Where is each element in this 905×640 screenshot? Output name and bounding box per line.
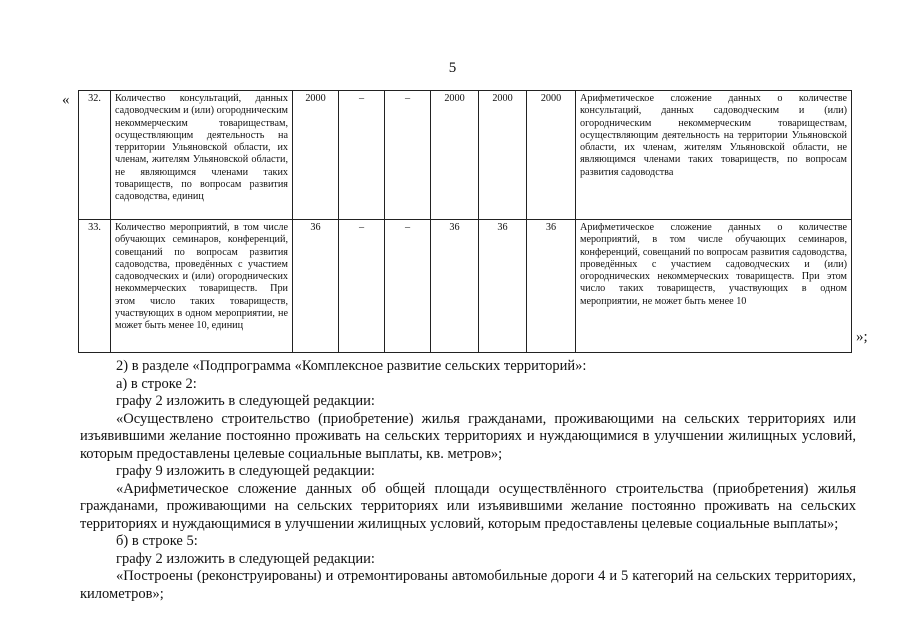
paragraph: «Построены (реконструированы) и отремонтированы автомобильные дороги 4 и 5 категорий на сельских территориях, километров»; xyxy=(80,568,856,602)
table-row xyxy=(79,91,852,220)
value-cell: 2000 xyxy=(479,91,527,220)
value-cell: – xyxy=(385,91,431,220)
paragraph: а) в строке 2: xyxy=(116,375,197,392)
opening-quote: « xyxy=(62,92,70,108)
value-cell: 36 xyxy=(479,220,527,353)
row-number: 32. xyxy=(79,91,111,220)
value-cell: 2000 xyxy=(293,91,339,220)
paragraph: «Арифметическое сложение данных об общей площади осуществлённого строительства (приобретения) жилья гражданами, проживающими на сельских территориях или изъявившими желание постоянно проживать на сельских территориях и нуждающимися в улучшении жилищных условий, которым предоставлены целевые социальные выплаты»; xyxy=(80,480,856,532)
paragraph: графу 9 изложить в следующей редакции: xyxy=(116,463,375,479)
paragraph: графу 2 изложить в следующей редакции: xyxy=(116,550,375,567)
document-body xyxy=(80,358,856,603)
paragraph: «Осуществлено строительство (приобретение) жилья гражданами, проживающими на сельских территориях или изъявившими желание постоянно проживать на сельских территориях и нуждающимися в улучшении жилищных условий, которым предоставлены целевые социальные выплаты, кв. метров»; xyxy=(80,410,856,462)
paragraph: графу 2 изложить в следующей редакции: xyxy=(116,393,375,409)
value-cell: – xyxy=(339,91,385,220)
value-cell: 2000 xyxy=(431,91,479,220)
value-cell: 2000 xyxy=(527,91,576,220)
indicator-name: Количество мероприятий, в том числе обучающих семинаров, конференций, совещаний по вопросам развития садоводства, проведённых с участием садоводческих и (или) огороднических некоммерческих товариществ. При этом число таких товариществ, участвующих в одном мероприятии, не может быть менее 10, единиц xyxy=(111,220,293,353)
paragraph: 2) в разделе «Подпрограмма «Комплексное развитие сельских территорий»: xyxy=(116,358,587,374)
paragraph: б) в строке 5: xyxy=(116,533,198,549)
value-cell: – xyxy=(385,220,431,353)
indicators-table xyxy=(78,90,852,353)
closing-quote: »; xyxy=(856,329,868,345)
calculation-method: Арифметическое сложение данных о количестве консультаций, данных садоводческим и (или) огородническим некоммерческим товариществам, осуществляющим деятельность на территории Ульяновской области, их членам, жителям Ульяновской области, не являющимся членами таких товариществ, по вопросам развития садоводства xyxy=(576,91,852,220)
value-cell: 36 xyxy=(293,220,339,353)
indicator-name: Количество консультаций, данных садоводческим и (или) огородническим некоммерческим товариществам, осуществляющим деятельность на территории Ульяновской области, их членам, жителям Ульяновской области, не являющимся членами таких товариществ, по вопросам развития садоводства, единиц xyxy=(111,91,293,220)
value-cell: 36 xyxy=(527,220,576,353)
value-cell: – xyxy=(339,220,385,353)
calculation-method: Арифметическое сложение данных о количестве мероприятий, в том числе обучающих семинаров, конференций, совещаний по вопросам развития садоводства, проведённых с участием садоводческих и (или) огороднических некоммерческих товариществ. При этом число таких товариществ, участвующих в одном мероприятии, не может быть менее 10 xyxy=(576,220,852,353)
page-number: 5 xyxy=(448,60,457,76)
value-cell: 36 xyxy=(431,220,479,353)
table-row xyxy=(79,220,852,353)
row-number: 33. xyxy=(79,220,111,353)
